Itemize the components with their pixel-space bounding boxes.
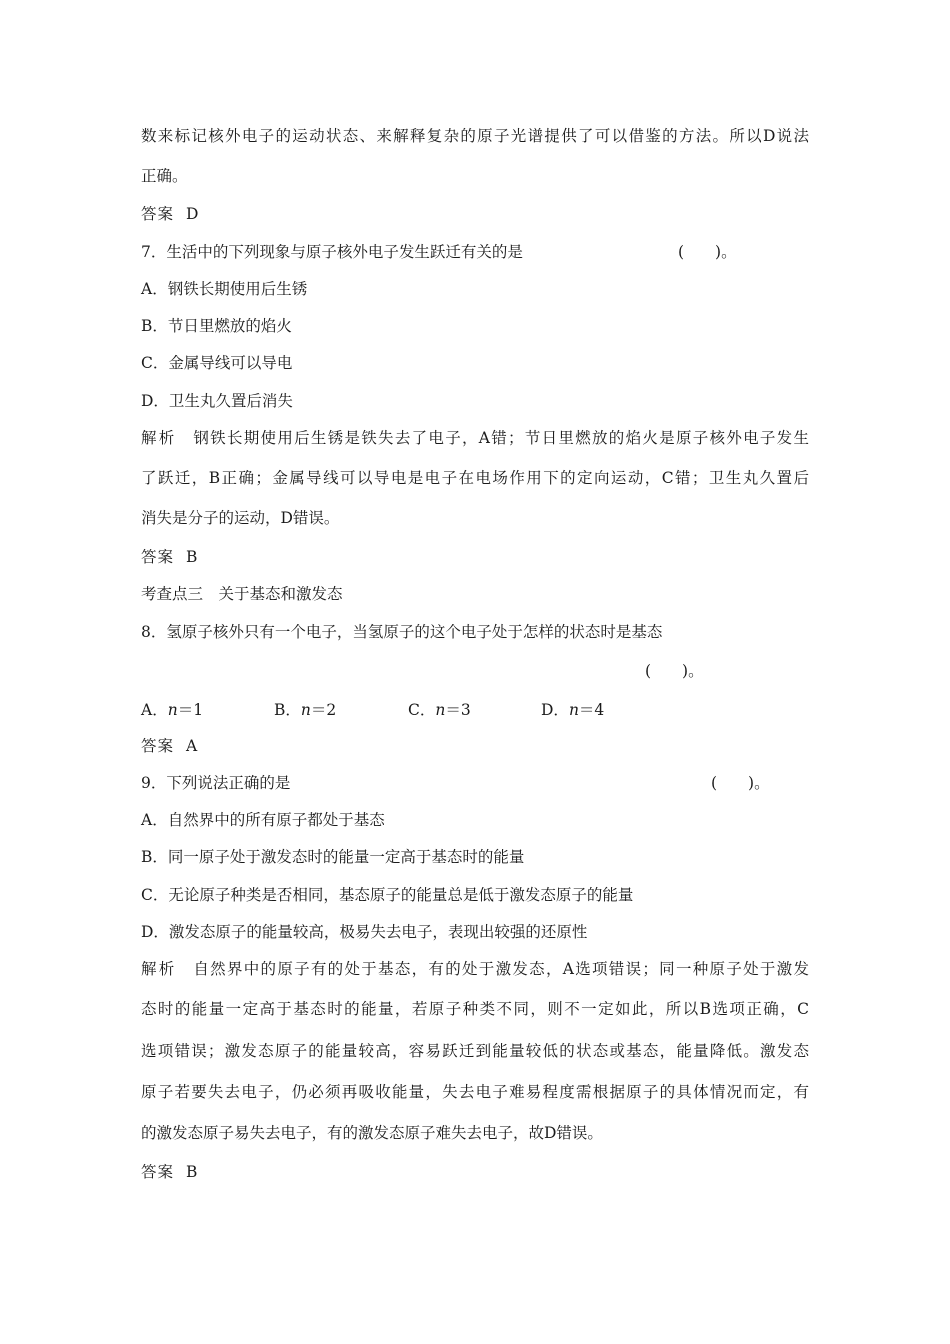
answer-blank: ( )。: [645, 662, 704, 680]
answer-value: B: [186, 548, 198, 566]
analysis-line: 消失是分子的运动，D错误。: [141, 509, 340, 527]
analysis-label: 解析: [141, 429, 177, 447]
option-letter: B．: [274, 701, 301, 719]
answer-value: B: [186, 1163, 198, 1181]
analysis-line: [141, 959, 809, 979]
answer-label: 答案: [141, 205, 175, 223]
analysis-line: 态时的能量一定高于基态时的能量，若原子种类不同，则不一定如此，所以B选项正确，C: [141, 1000, 809, 1018]
option-value: ＝2: [310, 701, 337, 719]
answer-blank: ( )。: [711, 774, 770, 792]
paragraph-line: 正确。: [141, 167, 188, 185]
question-9-stem: 9．下列说法正确的是: [141, 774, 291, 792]
analysis-text: 自然界中的原子有的处于基态，有的处于激发态，A选项错误；同一种原子处于激发: [193, 960, 809, 978]
option-a: [141, 700, 203, 720]
option-letter: C．: [408, 701, 436, 719]
analysis-line: 原子若要失去电子，仍必须再吸收能量，失去电子难易程度需根据原子的具体情况而定，有: [141, 1083, 809, 1101]
option-b: B．同一原子处于激发态时的能量一定高于基态时的能量: [141, 848, 525, 866]
option-b: B．节日里燃放的焰火: [141, 317, 292, 335]
option-c: C．金属导线可以导电: [141, 354, 293, 372]
analysis-label: 解析: [141, 960, 177, 978]
answer-label: 答案: [141, 1163, 175, 1181]
option-b: [274, 700, 336, 720]
option-c: C．无论原子种类是否相同，基态原子的能量总是低于激发态原子的能量: [141, 886, 634, 904]
option-value: ＝3: [445, 701, 471, 719]
option-value: ＝1: [177, 701, 204, 719]
answer-value: A: [186, 737, 198, 755]
answer-value: D: [186, 205, 199, 223]
paragraph-line: 数来标记核外电子的运动状态、来解释复杂的原子光谱提供了可以借鉴的方法。所以D说法: [141, 127, 809, 145]
analysis-line: [141, 428, 809, 448]
answer-line: [141, 1162, 197, 1182]
analysis-line: 选项错误；激发态原子的能量较高，容易跃迁到能量较低的状态或基态，能量降低。激发态: [141, 1042, 809, 1060]
option-value: ＝4: [578, 701, 605, 719]
analysis-line: 了跃迁，B正确；金属导线可以导电是电子在电场作用下的定向运动，C错；卫生丸久置后: [141, 469, 809, 487]
option-d: D．卫生丸久置后消失: [141, 392, 293, 410]
answer-line: [141, 736, 197, 756]
option-a: A．钢铁长期使用后生锈: [141, 280, 308, 298]
analysis-line: 的激发态原子易失去电子，有的激发态原子难失去电子，故D错误。: [141, 1124, 603, 1142]
answer-line: [141, 204, 198, 224]
answer-label: 答案: [141, 737, 175, 755]
option-d: D．激发态原子的能量较高，极易失去电子，表现出较强的还原性: [141, 923, 588, 941]
option-variable: n: [167, 701, 178, 719]
option-variable: n: [300, 701, 311, 719]
option-variable: n: [568, 701, 579, 719]
option-variable: n: [435, 701, 446, 719]
question-7-stem: 7．生活中的下列现象与原子核外电子发生跃迁有关的是: [141, 243, 523, 261]
section-heading: 考查点三 关于基态和激发态: [141, 585, 343, 603]
option-a: A．自然界中的所有原子都处于基态: [141, 811, 385, 829]
answer-blank: ( )。: [678, 243, 737, 261]
option-letter: A．: [141, 701, 168, 719]
answer-line: [141, 547, 197, 567]
option-c: [408, 700, 471, 720]
option-letter: D．: [541, 701, 569, 719]
analysis-text: 钢铁长期使用后生锈是铁失去了电子，A错；节日里燃放的焰火是原子核外电子发生: [193, 429, 809, 447]
question-8-stem: 8．氢原子核外只有一个电子，当氢原子的这个电子处于怎样的状态时是基态: [141, 623, 663, 641]
answer-label: 答案: [141, 548, 175, 566]
option-d: [541, 700, 604, 720]
